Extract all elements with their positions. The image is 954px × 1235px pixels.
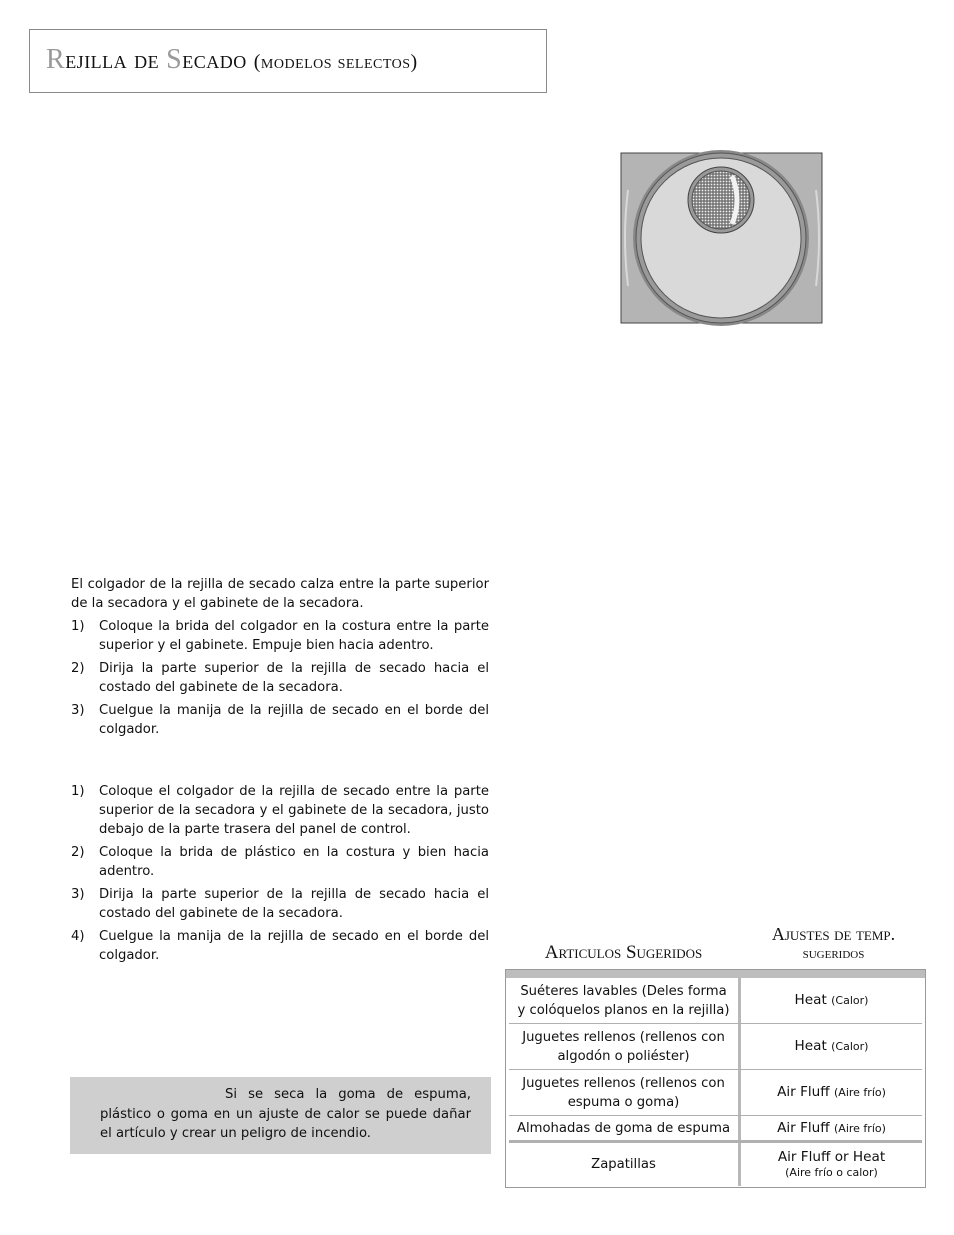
step-number: 1) [71,619,85,634]
step-number: 1) [71,784,85,799]
step-text: Dirija la parte superior de la rejilla de secado hacia el costado del gabinete de la secadora. [99,887,489,921]
step-text: Cuelgue la manija de la rejilla de secado en el borde del colgador. [99,703,489,737]
table-header-temp [742,924,925,964]
warning-box [70,1077,491,1154]
table-cell-setting [741,1024,922,1069]
section1-intro: El colgador de la rejilla de secado calza entre la parte superior de la secadora y el gabinete de la secadora. [71,577,489,611]
table-cell-item: Juguetes rellenos (rellenos con espuma o goma) [509,1070,741,1115]
dryer-drum-illustration [620,150,824,326]
setting-note: (Calor) [831,1040,869,1053]
step-text: Coloque la brida del colgador en la costura entre la parte superior y el gabinete. Empuje bien hacia adentro. [99,619,489,653]
setting-note: (Calor) [831,994,869,1007]
setting-note: (Aire frío) [834,1121,886,1135]
step-number: 3) [71,887,85,902]
list-item [71,843,489,881]
setting-value: Air Fluff [777,1119,830,1136]
table-header-temp-line2: sugeridos [802,945,865,962]
page-title [46,44,418,76]
title-initial-s: S [166,44,183,75]
section1-steps [71,617,489,739]
table-body [509,978,922,1185]
table-header-items: Articulos Sugeridos [544,942,703,963]
list-item [71,701,489,739]
table-row [509,1141,922,1186]
table-cell-setting [741,1116,922,1140]
title-models-note: (modelos selectos) [253,51,418,73]
list-item [71,617,489,655]
table-header-temp-line1: Ajustes de temp. [771,924,896,944]
table-row [509,1070,922,1116]
table-row [509,1116,922,1141]
warning-text: Si se seca la goma de espuma, plástico o goma en un ajuste de calor se puede dañar el artículo y crear un peligro de incendio. [100,1087,471,1141]
section2 [71,782,489,969]
table-cell-setting [741,1143,922,1186]
section2-steps [71,782,489,965]
step-text: Coloque la brida de plástico en la costura y bien hacia adentro. [99,845,489,879]
list-item [71,927,489,965]
table-row [509,978,922,1024]
step-number: 3) [71,703,85,718]
title-box [29,29,547,93]
step-text: Coloque el colgador de la rejilla de secado entre la parte superior de la secadora y el gabinete de la secadora, justo debajo de la parte trasera del panel de control. [99,784,489,837]
table-cell-item: Zapatillas [509,1143,741,1186]
setting-value: Air Fluff [777,1084,830,1100]
setting-note: (Aire frío o calor) [785,1165,878,1179]
step-text: Cuelgue la manija de la rejilla de secado en el borde del colgador. [99,929,489,963]
step-number: 4) [71,929,85,944]
section1 [71,575,489,743]
list-item [71,885,489,923]
setting-note: (Aire frío) [834,1086,886,1099]
table-top-bar [506,970,925,978]
setting-value: Heat [794,992,827,1008]
step-number: 2) [71,845,85,860]
title-initial-r: R [46,44,66,75]
step-text: Dirija la parte superior de la rejilla de secado hacia el costado del gabinete de la secadora. [99,661,489,695]
table-cell-item: Juguetes rellenos (rellenos con algodón o poliéster) [509,1024,741,1069]
setting-value: Air Fluff or Heat [777,1148,886,1165]
table-cell-item: Suéteres lavables (Deles forma y colóquelos planos en la rejilla) [509,978,741,1023]
step-number: 2) [71,661,85,676]
setting-value: Heat [794,1038,827,1054]
settings-table [505,969,926,1188]
title-word-rejilla: ejilla de [65,45,167,74]
table-cell-setting [741,1070,922,1115]
title-word-secado: ecado [182,45,247,74]
list-item [71,782,489,839]
table-row [509,1024,922,1070]
table-cell-setting [741,978,922,1023]
table-cell-item: Almohadas de goma de espuma [509,1116,741,1140]
list-item [71,659,489,697]
